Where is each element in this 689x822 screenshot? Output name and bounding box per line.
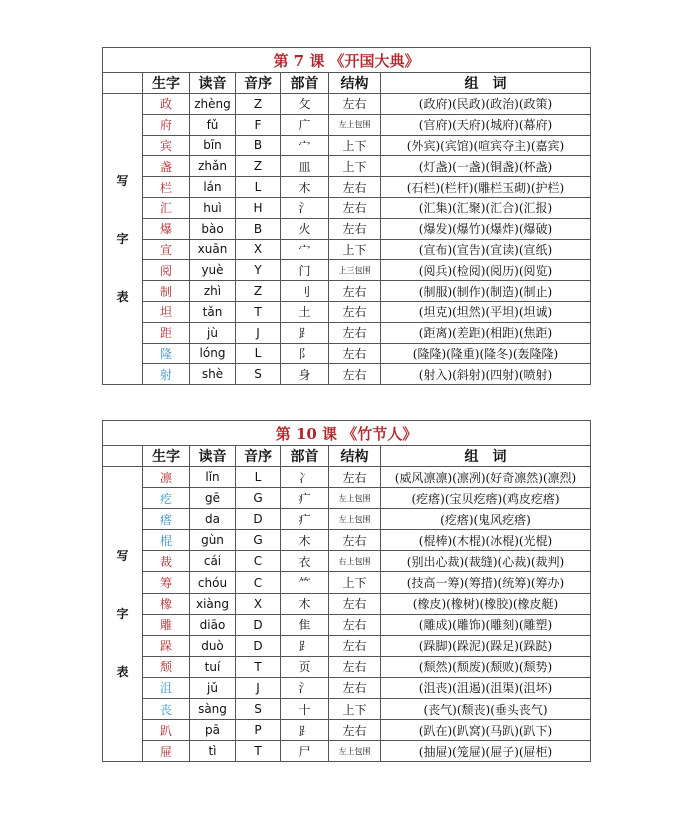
words-cell: (雕成)(雕饰)(雕刻)(雕塑) bbox=[381, 614, 591, 635]
table-row bbox=[103, 343, 591, 364]
sequence-cell: C bbox=[236, 551, 281, 572]
pinyin-cell: shè bbox=[190, 364, 236, 385]
radical-cell: 广 bbox=[281, 114, 329, 135]
words-cell: (制服)(制作)(制造)(制止) bbox=[381, 281, 591, 302]
structure-cell: 左上包围 bbox=[329, 509, 381, 530]
header-structure: 结构 bbox=[329, 73, 381, 94]
character-cell: 跺 bbox=[143, 635, 190, 656]
table-row bbox=[103, 614, 591, 635]
sequence-cell: C bbox=[236, 572, 281, 593]
character-cell: 射 bbox=[143, 364, 190, 385]
sequence-cell: J bbox=[236, 677, 281, 698]
words-cell: (距离)(差距)(相距)(焦距) bbox=[381, 322, 591, 343]
pinyin-cell: yuè bbox=[190, 260, 236, 281]
structure-cell: 左右 bbox=[329, 343, 381, 364]
words-cell: (石栏)(栏杆)(雕栏玉砌)(护栏) bbox=[381, 177, 591, 198]
table-row bbox=[103, 467, 591, 488]
pinyin-cell: gē bbox=[190, 488, 236, 509]
side-label-char: 写 bbox=[116, 549, 129, 564]
character-cell: 宣 bbox=[143, 239, 190, 260]
sequence-cell: B bbox=[236, 135, 281, 156]
sequence-cell: L bbox=[236, 177, 281, 198]
words-cell: (射入)(斜射)(四射)(喷射) bbox=[381, 364, 591, 385]
sequence-cell: L bbox=[236, 467, 281, 488]
side-label-char: 字 bbox=[116, 232, 129, 247]
pinyin-cell: chóu bbox=[190, 572, 236, 593]
radical-cell: 土 bbox=[281, 301, 329, 322]
table-row bbox=[103, 260, 591, 281]
structure-cell: 左右 bbox=[329, 177, 381, 198]
sequence-cell: Y bbox=[236, 260, 281, 281]
sequence-cell: X bbox=[236, 593, 281, 614]
radical-cell: 木 bbox=[281, 593, 329, 614]
pinyin-cell: bào bbox=[190, 218, 236, 239]
header-radical: 部首 bbox=[281, 73, 329, 94]
pinyin-cell: diāo bbox=[190, 614, 236, 635]
character-cell: 棍 bbox=[143, 530, 190, 551]
pinyin-cell: zhì bbox=[190, 281, 236, 302]
sequence-cell: G bbox=[236, 488, 281, 509]
radical-cell: 攵 bbox=[281, 94, 329, 115]
structure-cell: 左右 bbox=[329, 467, 381, 488]
table-row bbox=[103, 488, 591, 509]
character-cell: 裁 bbox=[143, 551, 190, 572]
table-row bbox=[103, 699, 591, 720]
words-cell: (坦克)(坦然)(平坦)(坦诚) bbox=[381, 301, 591, 322]
sequence-cell: G bbox=[236, 530, 281, 551]
table-row bbox=[103, 720, 591, 741]
table-row bbox=[103, 741, 591, 762]
lesson-7-title: 第 7 课 《开国大典》 bbox=[103, 48, 591, 73]
sequence-cell: B bbox=[236, 218, 281, 239]
words-cell: (隆隆)(隆重)(隆冬)(轰隆隆) bbox=[381, 343, 591, 364]
character-cell: 颓 bbox=[143, 656, 190, 677]
pinyin-cell: zhèng bbox=[190, 94, 236, 115]
radical-cell: 阝 bbox=[281, 343, 329, 364]
table-row bbox=[103, 364, 591, 385]
radical-cell: 页 bbox=[281, 656, 329, 677]
sequence-cell: T bbox=[236, 741, 281, 762]
table-row bbox=[103, 218, 591, 239]
structure-cell: 左右 bbox=[329, 301, 381, 322]
table-row bbox=[103, 156, 591, 177]
side-label-char: 表 bbox=[116, 290, 129, 305]
character-cell: 丧 bbox=[143, 699, 190, 720]
structure-cell: 左右 bbox=[329, 218, 381, 239]
structure-cell: 上下 bbox=[329, 699, 381, 720]
structure-cell: 左右 bbox=[329, 364, 381, 385]
sequence-cell: T bbox=[236, 301, 281, 322]
character-cell: 宾 bbox=[143, 135, 190, 156]
character-cell: 府 bbox=[143, 114, 190, 135]
words-cell: (疙瘩)(宝贝疙瘩)(鸡皮疙瘩) bbox=[381, 488, 591, 509]
character-cell: 疙 bbox=[143, 488, 190, 509]
pinyin-cell: cái bbox=[190, 551, 236, 572]
words-cell: (沮丧)(沮遏)(沮渠)(沮坏) bbox=[381, 677, 591, 698]
table-row bbox=[103, 677, 591, 698]
pinyin-cell: tuí bbox=[190, 656, 236, 677]
character-cell: 汇 bbox=[143, 197, 190, 218]
structure-cell: 左右 bbox=[329, 94, 381, 115]
character-cell: 趴 bbox=[143, 720, 190, 741]
words-cell: (跺脚)(跺泥)(跺足)(跺跶) bbox=[381, 635, 591, 656]
radical-cell: 宀 bbox=[281, 135, 329, 156]
structure-cell: 左右 bbox=[329, 197, 381, 218]
structure-cell: 左右 bbox=[329, 677, 381, 698]
radical-cell: 火 bbox=[281, 218, 329, 239]
sequence-cell: L bbox=[236, 343, 281, 364]
character-cell: 盏 bbox=[143, 156, 190, 177]
words-cell: (抽屉)(笼屉)(屉子)(屉柜) bbox=[381, 741, 591, 762]
pinyin-cell: da bbox=[190, 509, 236, 530]
table-row bbox=[103, 94, 591, 115]
structure-cell: 左右 bbox=[329, 593, 381, 614]
words-cell: (阅兵)(检阅)(阅历)(阅览) bbox=[381, 260, 591, 281]
table-row bbox=[103, 551, 591, 572]
character-cell: 栏 bbox=[143, 177, 190, 198]
header-row bbox=[103, 73, 591, 94]
structure-cell: 上下 bbox=[329, 135, 381, 156]
header-char: 生字 bbox=[143, 73, 190, 94]
table-row bbox=[103, 322, 591, 343]
side-label-char: 表 bbox=[116, 665, 129, 680]
radical-cell: 疒 bbox=[281, 488, 329, 509]
structure-cell: 左右 bbox=[329, 322, 381, 343]
pinyin-cell: lóng bbox=[190, 343, 236, 364]
sequence-cell: H bbox=[236, 197, 281, 218]
radical-cell: 木 bbox=[281, 530, 329, 551]
character-cell: 距 bbox=[143, 322, 190, 343]
header-structure: 结构 bbox=[329, 446, 381, 467]
structure-cell: 上三包围 bbox=[329, 260, 381, 281]
radical-cell: 刂 bbox=[281, 281, 329, 302]
words-cell: (宣布)(宣告)(宣读)(宣纸) bbox=[381, 239, 591, 260]
lesson-10-body bbox=[103, 421, 591, 762]
side-label-char: 写 bbox=[116, 174, 129, 189]
character-cell: 沮 bbox=[143, 677, 190, 698]
words-cell: (橡皮)(橡树)(橡胶)(橡皮艇) bbox=[381, 593, 591, 614]
structure-cell: 左右 bbox=[329, 614, 381, 635]
header-words: 组 词 bbox=[381, 73, 591, 94]
sequence-cell: Z bbox=[236, 281, 281, 302]
structure-cell: 左上包围 bbox=[329, 488, 381, 509]
table-row bbox=[103, 635, 591, 656]
radical-cell: 氵 bbox=[281, 197, 329, 218]
words-cell: (疙瘩)(鬼风疙瘩) bbox=[381, 509, 591, 530]
lesson-10-table bbox=[102, 420, 591, 762]
header-words: 组 词 bbox=[381, 446, 591, 467]
radical-cell: 隹 bbox=[281, 614, 329, 635]
sequence-cell: D bbox=[236, 509, 281, 530]
words-cell: (爆发)(爆竹)(爆炸)(爆破) bbox=[381, 218, 591, 239]
radical-cell: 十 bbox=[281, 699, 329, 720]
radical-cell: ⻊ bbox=[281, 635, 329, 656]
sequence-cell: Z bbox=[236, 156, 281, 177]
header-sequence: 音序 bbox=[236, 73, 281, 94]
side-label bbox=[103, 94, 143, 385]
lesson-10-title: 第 10 课 《竹节人》 bbox=[103, 421, 591, 446]
words-cell: (汇集)(汇聚)(汇合)(汇报) bbox=[381, 197, 591, 218]
character-cell: 制 bbox=[143, 281, 190, 302]
header-pinyin: 读音 bbox=[190, 446, 236, 467]
header-pinyin: 读音 bbox=[190, 73, 236, 94]
table-row bbox=[103, 593, 591, 614]
character-cell: 隆 bbox=[143, 343, 190, 364]
pinyin-cell: xuān bbox=[190, 239, 236, 260]
table-row bbox=[103, 114, 591, 135]
character-cell: 屉 bbox=[143, 741, 190, 762]
radical-cell: 尸 bbox=[281, 741, 329, 762]
side-label-char: 字 bbox=[116, 607, 129, 622]
pinyin-cell: gùn bbox=[190, 530, 236, 551]
side-label bbox=[103, 467, 143, 762]
lesson-7-table bbox=[102, 47, 591, 385]
lesson-7-body bbox=[103, 48, 591, 385]
pinyin-cell: huì bbox=[190, 197, 236, 218]
sequence-cell: Z bbox=[236, 94, 281, 115]
radical-cell: 木 bbox=[281, 177, 329, 198]
structure-cell: 上下 bbox=[329, 572, 381, 593]
character-cell: 橡 bbox=[143, 593, 190, 614]
structure-cell: 左右 bbox=[329, 720, 381, 741]
pinyin-cell: xiàng bbox=[190, 593, 236, 614]
radical-cell: 冫 bbox=[281, 467, 329, 488]
table-row bbox=[103, 509, 591, 530]
sequence-cell: D bbox=[236, 614, 281, 635]
words-cell: (颓然)(颓废)(颓败)(颓势) bbox=[381, 656, 591, 677]
sequence-cell: P bbox=[236, 720, 281, 741]
sequence-cell: D bbox=[236, 635, 281, 656]
pinyin-cell: duò bbox=[190, 635, 236, 656]
words-cell: (丧气)(颓丧)(垂头丧气) bbox=[381, 699, 591, 720]
sequence-cell: T bbox=[236, 656, 281, 677]
structure-cell: 左右 bbox=[329, 530, 381, 551]
pinyin-cell: tǎn bbox=[190, 301, 236, 322]
structure-cell: 左右 bbox=[329, 635, 381, 656]
table-row bbox=[103, 197, 591, 218]
pinyin-cell: bīn bbox=[190, 135, 236, 156]
pinyin-cell: sàng bbox=[190, 699, 236, 720]
pinyin-cell: tì bbox=[190, 741, 236, 762]
words-cell: (官府)(天府)(城府)(幕府) bbox=[381, 114, 591, 135]
table-row bbox=[103, 656, 591, 677]
radical-cell: 宀 bbox=[281, 239, 329, 260]
character-cell: 政 bbox=[143, 94, 190, 115]
words-cell: (技高一筹)(筹措)(统筹)(筹办) bbox=[381, 572, 591, 593]
character-cell: 雕 bbox=[143, 614, 190, 635]
structure-cell: 上下 bbox=[329, 156, 381, 177]
sequence-cell: J bbox=[236, 322, 281, 343]
radical-cell: ⺮ bbox=[281, 572, 329, 593]
words-cell: (威风凛凛)(凛冽)(好奇凛然)(凛烈) bbox=[381, 467, 591, 488]
character-cell: 瘩 bbox=[143, 509, 190, 530]
words-cell: (趴在)(趴窝)(马趴)(趴下) bbox=[381, 720, 591, 741]
sequence-cell: F bbox=[236, 114, 281, 135]
header-char: 生字 bbox=[143, 446, 190, 467]
header-sequence: 音序 bbox=[236, 446, 281, 467]
radical-cell: 皿 bbox=[281, 156, 329, 177]
header-blank bbox=[103, 73, 143, 94]
words-cell: (外宾)(宾馆)(喧宾夺主)(嘉宾) bbox=[381, 135, 591, 156]
sequence-cell: S bbox=[236, 699, 281, 720]
header-row bbox=[103, 446, 591, 467]
table-row bbox=[103, 572, 591, 593]
radical-cell: 衣 bbox=[281, 551, 329, 572]
structure-cell: 左上包围 bbox=[329, 114, 381, 135]
structure-cell: 右上包围 bbox=[329, 551, 381, 572]
structure-cell: 左右 bbox=[329, 281, 381, 302]
header-radical: 部首 bbox=[281, 446, 329, 467]
pinyin-cell: lǐn bbox=[190, 467, 236, 488]
table-row bbox=[103, 281, 591, 302]
table-row bbox=[103, 135, 591, 156]
header-blank bbox=[103, 446, 143, 467]
character-cell: 爆 bbox=[143, 218, 190, 239]
pinyin-cell: jù bbox=[190, 322, 236, 343]
structure-cell: 上下 bbox=[329, 239, 381, 260]
pinyin-cell: pā bbox=[190, 720, 236, 741]
radical-cell: ⻊ bbox=[281, 720, 329, 741]
words-cell: (别出心裁)(裁缝)(心裁)(裁判) bbox=[381, 551, 591, 572]
table-row bbox=[103, 177, 591, 198]
sequence-cell: S bbox=[236, 364, 281, 385]
words-cell: (棍棒)(木棍)(冰棍)(光棍) bbox=[381, 530, 591, 551]
radical-cell: 门 bbox=[281, 260, 329, 281]
character-cell: 凛 bbox=[143, 467, 190, 488]
structure-cell: 左右 bbox=[329, 656, 381, 677]
pinyin-cell: zhǎn bbox=[190, 156, 236, 177]
character-cell: 坦 bbox=[143, 301, 190, 322]
radical-cell: 氵 bbox=[281, 677, 329, 698]
table-row bbox=[103, 301, 591, 322]
pinyin-cell: jǔ bbox=[190, 677, 236, 698]
radical-cell: 身 bbox=[281, 364, 329, 385]
sequence-cell: X bbox=[236, 239, 281, 260]
pinyin-cell: lán bbox=[190, 177, 236, 198]
radical-cell: 疒 bbox=[281, 509, 329, 530]
character-cell: 阅 bbox=[143, 260, 190, 281]
words-cell: (政府)(民政)(政治)(政策) bbox=[381, 94, 591, 115]
pinyin-cell: fǔ bbox=[190, 114, 236, 135]
radical-cell: ⻊ bbox=[281, 322, 329, 343]
words-cell: (灯盏)(一盏)(铜盏)(杯盏) bbox=[381, 156, 591, 177]
table-row bbox=[103, 239, 591, 260]
character-cell: 筹 bbox=[143, 572, 190, 593]
table-row bbox=[103, 530, 591, 551]
structure-cell: 左上包围 bbox=[329, 741, 381, 762]
